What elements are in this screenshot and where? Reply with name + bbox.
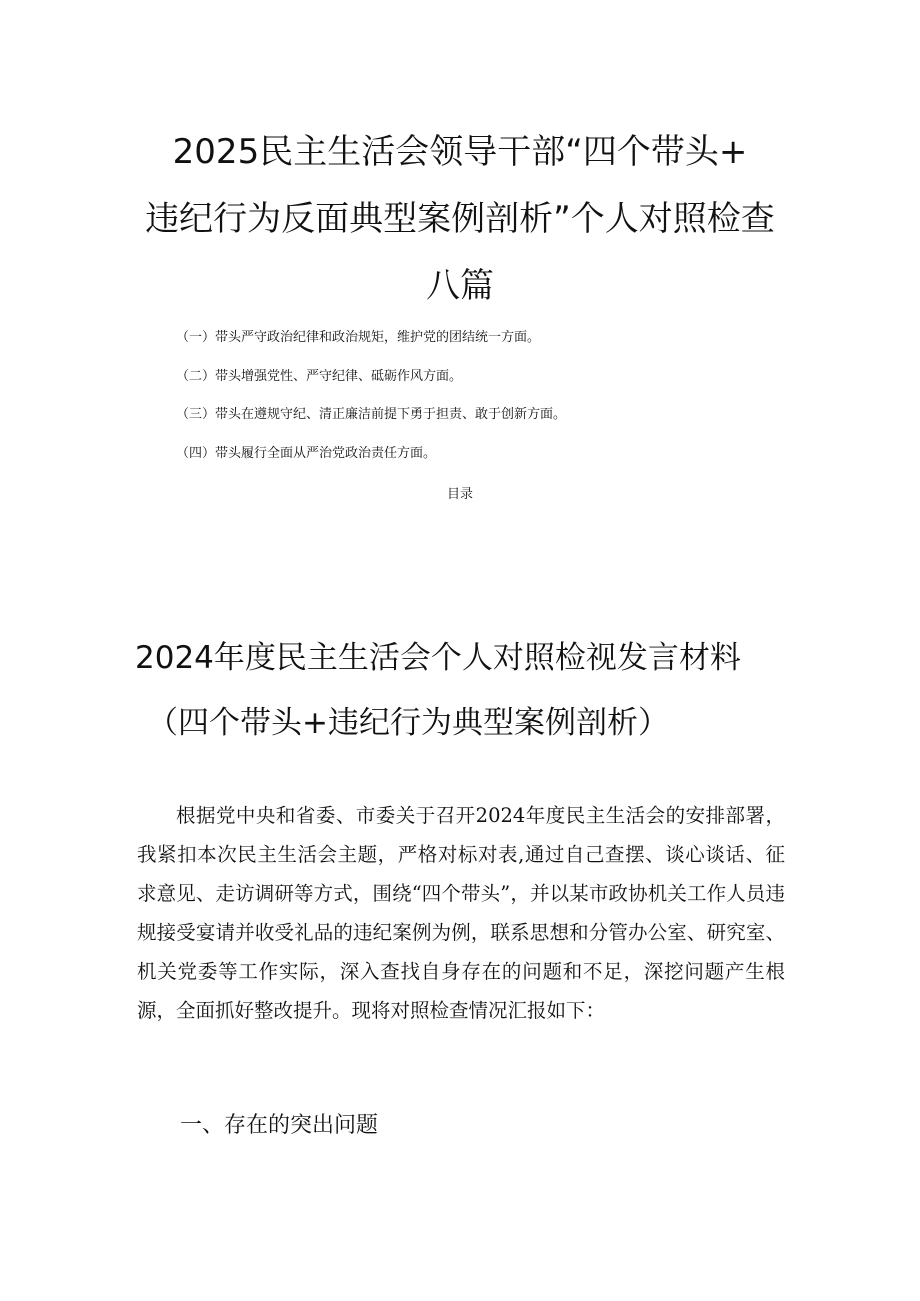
- article-title-line-2: （四个带头+违纪行为典型案例剖析）: [147, 705, 669, 741]
- article-title-line-1: 2024年度民主生活会个人对照检视发言材料: [135, 640, 741, 676]
- main-title-line-3: 八篇: [426, 266, 494, 306]
- toc-item-1[interactable]: （一）带头严守政治纪律和政治规矩，维护党的团结统一方面。: [176, 330, 541, 345]
- intro-paragraph: 根据党中央和省委、市委关于召开2024年度民主生活会的安排部署，我紧扣本次民主生活会主题，严格对标对表,通过自己查摆、谈心谈话、征求意见、走访调研等方式，围绕“四个带头”，并以某市政协机关工作人员违规接受宴请并收受礼品的违纪案例为例，联系思想和分管办公室、研究室、机关党委等工作实际，深入查找自身存在的问题和不足，深挖问题产生根源，全面抓好整改提升。现将对照检查情况汇报如下：: [137, 804, 785, 1022]
- toc-item-2[interactable]: （二）带头增强党性、严守纪律、砥砺作风方面。: [176, 369, 463, 384]
- section-heading-1: 一、存在的突出问题: [180, 1113, 379, 1138]
- toc-label: 目录: [446, 487, 473, 502]
- toc-item-3[interactable]: （三）带头在遵规守纪、清正廉洁前提下勇于担责、敢于创新方面。: [176, 407, 567, 422]
- toc-item-4[interactable]: （四）带头履行全面从严治党政治责任方面。: [176, 446, 437, 461]
- main-title-line-2: 违纪行为反面典型案例剖析”个人对照检查: [145, 199, 775, 239]
- main-title-line-1: 2025民主生活会领导干部“四个带头+: [172, 132, 748, 172]
